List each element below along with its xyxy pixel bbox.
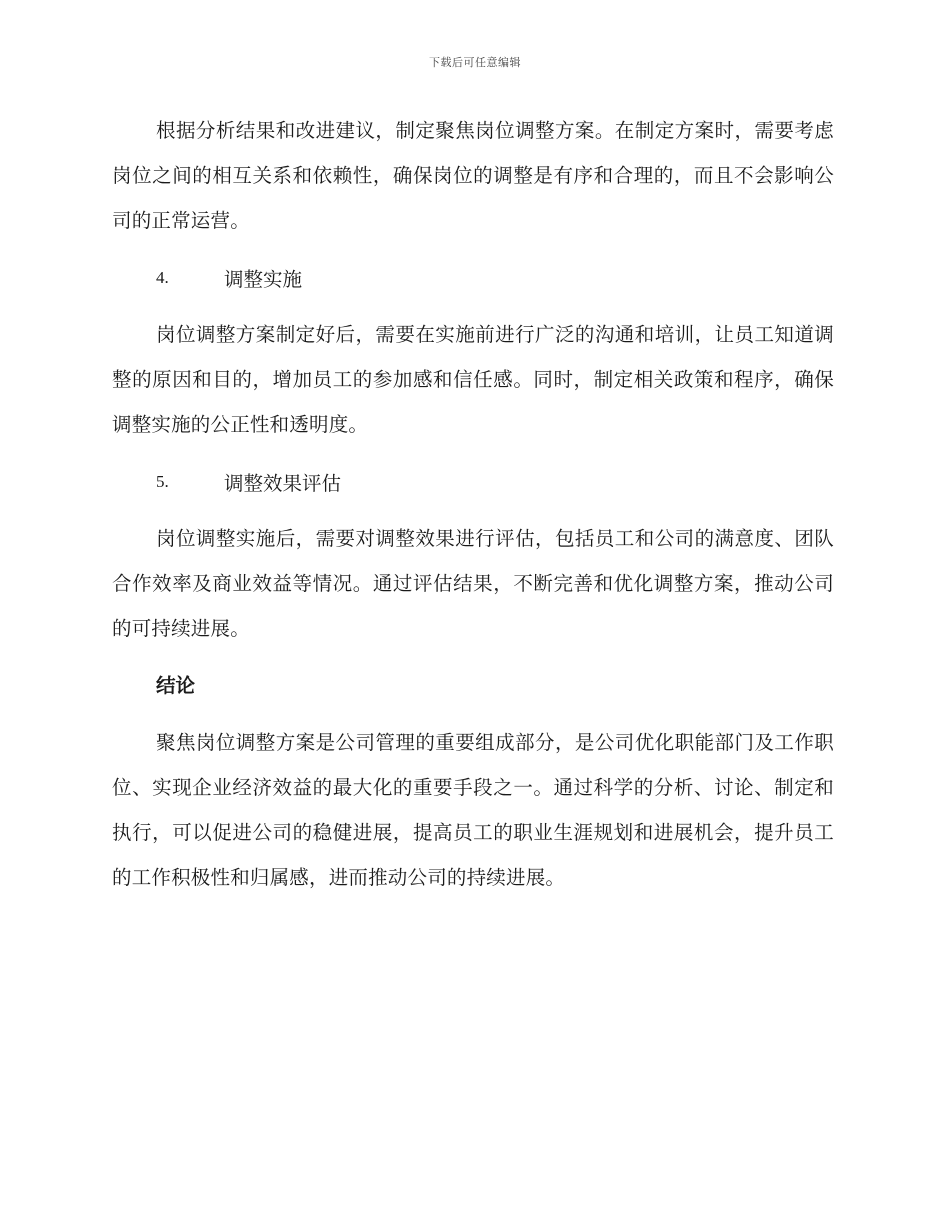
list-item-adjustment-implementation: [112, 255, 834, 300]
list-item-title: 调整效果评估: [224, 471, 342, 495]
list-item-title: 调整实施: [224, 267, 303, 291]
page-header-note: 下载后可任意编辑: [429, 56, 521, 69]
paragraph-implementation: 岗位调整方案制定好后，需要在实施前进行广泛的沟通和培训，让员工知道调整的原因和目的，增加员工的参加感和信任感。同时，制定相关政策和程序，确保调整实施的公正性和透明度。: [112, 323, 834, 436]
section-title-conclusion: 结论: [156, 674, 196, 697]
paragraph-evaluation: 岗位调整实施后，需要对调整效果进行评估，包括员工和公司的满意度、团队合作效率及商业效益等情况。通过评估结果，不断完善和优化调整方案，推动公司的可持续进展。: [112, 527, 834, 640]
paragraph-plan-formulation: 根据分析结果和改进建议，制定聚焦岗位调整方案。在制定方案时，需要考虑岗位之间的相互关系和依赖性，确保岗位的调整是有序和合理的，而且不会影响公司的正常运营。: [112, 119, 834, 232]
paragraph-conclusion: 聚焦岗位调整方案是公司管理的重要组成部分，是公司优化职能部门及工作职位、实现企业经济效益的最大化的重要手段之一。通过科学的分析、讨论、制定和执行，可以促进公司的稳健进展，提高员工的职业生涯规划和进展机会，提升员工的工作积极性和归属感，进而推动公司的持续进展。: [112, 731, 834, 889]
list-item-effect-evaluation: [112, 459, 834, 504]
document-body: [112, 108, 834, 912]
list-number: 5.: [156, 471, 169, 491]
list-number: 4.: [156, 267, 169, 287]
